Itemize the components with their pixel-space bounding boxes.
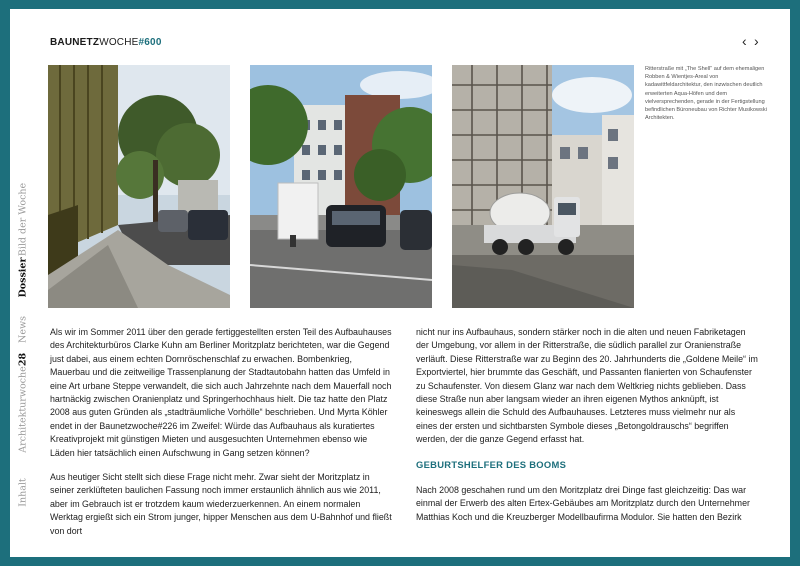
sidebar-item-inhalt[interactable]: Inhalt	[17, 478, 29, 507]
page-number: 28	[17, 352, 29, 367]
body-paragraph: nicht nur ins Aufbauhaus, sondern stärker noch in die alten und neuen Fabriketagen der Umgebung, vor allem in der Ritterstraße, die südlich parallel zur Oranienstraße verläuft. Diese Ritterstraße war zu Beginn des 20. Jahrhunderts die „Goldene Meile“ im Exportviertel, hier brummte das Geschäft, und Passanten flanierten von Schaufenster zu Schaufenster. Von diesem Glanz war nach dem Weltkrieg nichts geblieben. Dass diese Straße nun aber langsam wieder an ihren eigenen Mythos anknüpft, ist keineswegs allein die Schuld des Aufbauhauses. Letzteres muss vielmehr nur als eines der ersten und sichtbarsten Symbole dieses „Betongoldrauschs“ begriffen werden, der die ganze Gegend erfasst hat.	[416, 327, 758, 445]
body-paragraph: Aus heutiger Sicht stellt sich diese Frage nicht mehr. Zwar sieht der Moritzplatz in seiner zerklüfteten baulichen Fassung noch immer erstaunlich ähnlich aus wie 2011, aber im Gebrauch ist er trotzdem kaum wiederzuerkennen. An einem normalen Werktag ergießt sich ein Strom junger, hipper Menschen aus dem U-Bahnhof und fließt von dort	[50, 472, 392, 536]
photo-parking-trailer	[250, 65, 432, 308]
brand-bold: BAUNETZ	[50, 37, 100, 48]
section-sidebar	[12, 159, 34, 519]
next-page-icon[interactable]: ›	[754, 33, 759, 49]
magazine-page	[10, 9, 790, 557]
brand-light: WOCHE	[99, 37, 139, 48]
body-paragraph: Nach 2008 geschahen rund um den Moritzplatz drei Dinge fast gleichzeitig: Das war einmal der Erwerb des alten Ertex-Gebäubes am Moritzplatz durch den Unternehmer Matthias Koch und die Kreuzberger Modellbaufirma Modulor. Sie hatten den Bezirk	[416, 485, 750, 522]
article-column-left	[50, 326, 392, 549]
previous-page-icon[interactable]: ‹	[742, 33, 747, 49]
section-subheading: GEBURTSHELFER DES BOOMS	[416, 458, 567, 470]
body-paragraph: Als wir im Sommer 2011 über den gerade fertiggestellten ersten Teil des Aufbauhauses des Architekturbüros Clarke Kuhn am Berliner Moritzplatz berichteten, war die Gegend just dabei, aus einem echten Dornröschenschlaf zu erwachen. Bombenkrieg, Mauerbau und die zeitweilige Trassenplanung der Stadtautobahn hatten das Umfeld in eine Art urbane Steppe verwandelt, die sich auch Jahrzehnte nach dem Mauerfall noch hartnäckig zwischen Oranienplatz und Springerhochhaus hielt. Die taz hatte den Platz 2008 aus guten Gründen als „stadträumliche Vorhölle“ beschrieben. Und Myrta Köhler endet in der Baunetzwoche#226 im Zweifel: Würde das Aufbauhaus als kuratiertes Kreativprojekt mit günstigen Mieten und ausgesuchten Unternehmen ebenso wie Läden hier tatsächlich einen Aufschwung in Gang setzen können?	[50, 327, 392, 458]
sidebar-item-bild-der-woche[interactable]: Bild der Woche	[17, 182, 29, 257]
photo-street-facade	[48, 65, 230, 308]
photo-caption: Ritterstraße mit „The Shell“ auf dem ehemaligen Robben & Wientjes-Areal von kadawittfeldarchitektur, den inzwischen deutlich erweiterten Aqua-Höfen und dem vielversprechenden, gerade in der Fertigstellung befindlichen Büroneubau von Richter Musikowski Architekten.	[645, 66, 767, 122]
brand-logo[interactable]	[50, 37, 162, 48]
sidebar-item-dossier[interactable]: Dossier	[17, 257, 29, 298]
article-column-right	[416, 326, 758, 535]
photo-construction-truck	[452, 65, 634, 308]
issue-number: #600	[138, 37, 162, 48]
sidebar-item-architekturwoche[interactable]: Architekturwoche	[17, 366, 29, 453]
sidebar-item-news[interactable]: News	[17, 316, 29, 343]
